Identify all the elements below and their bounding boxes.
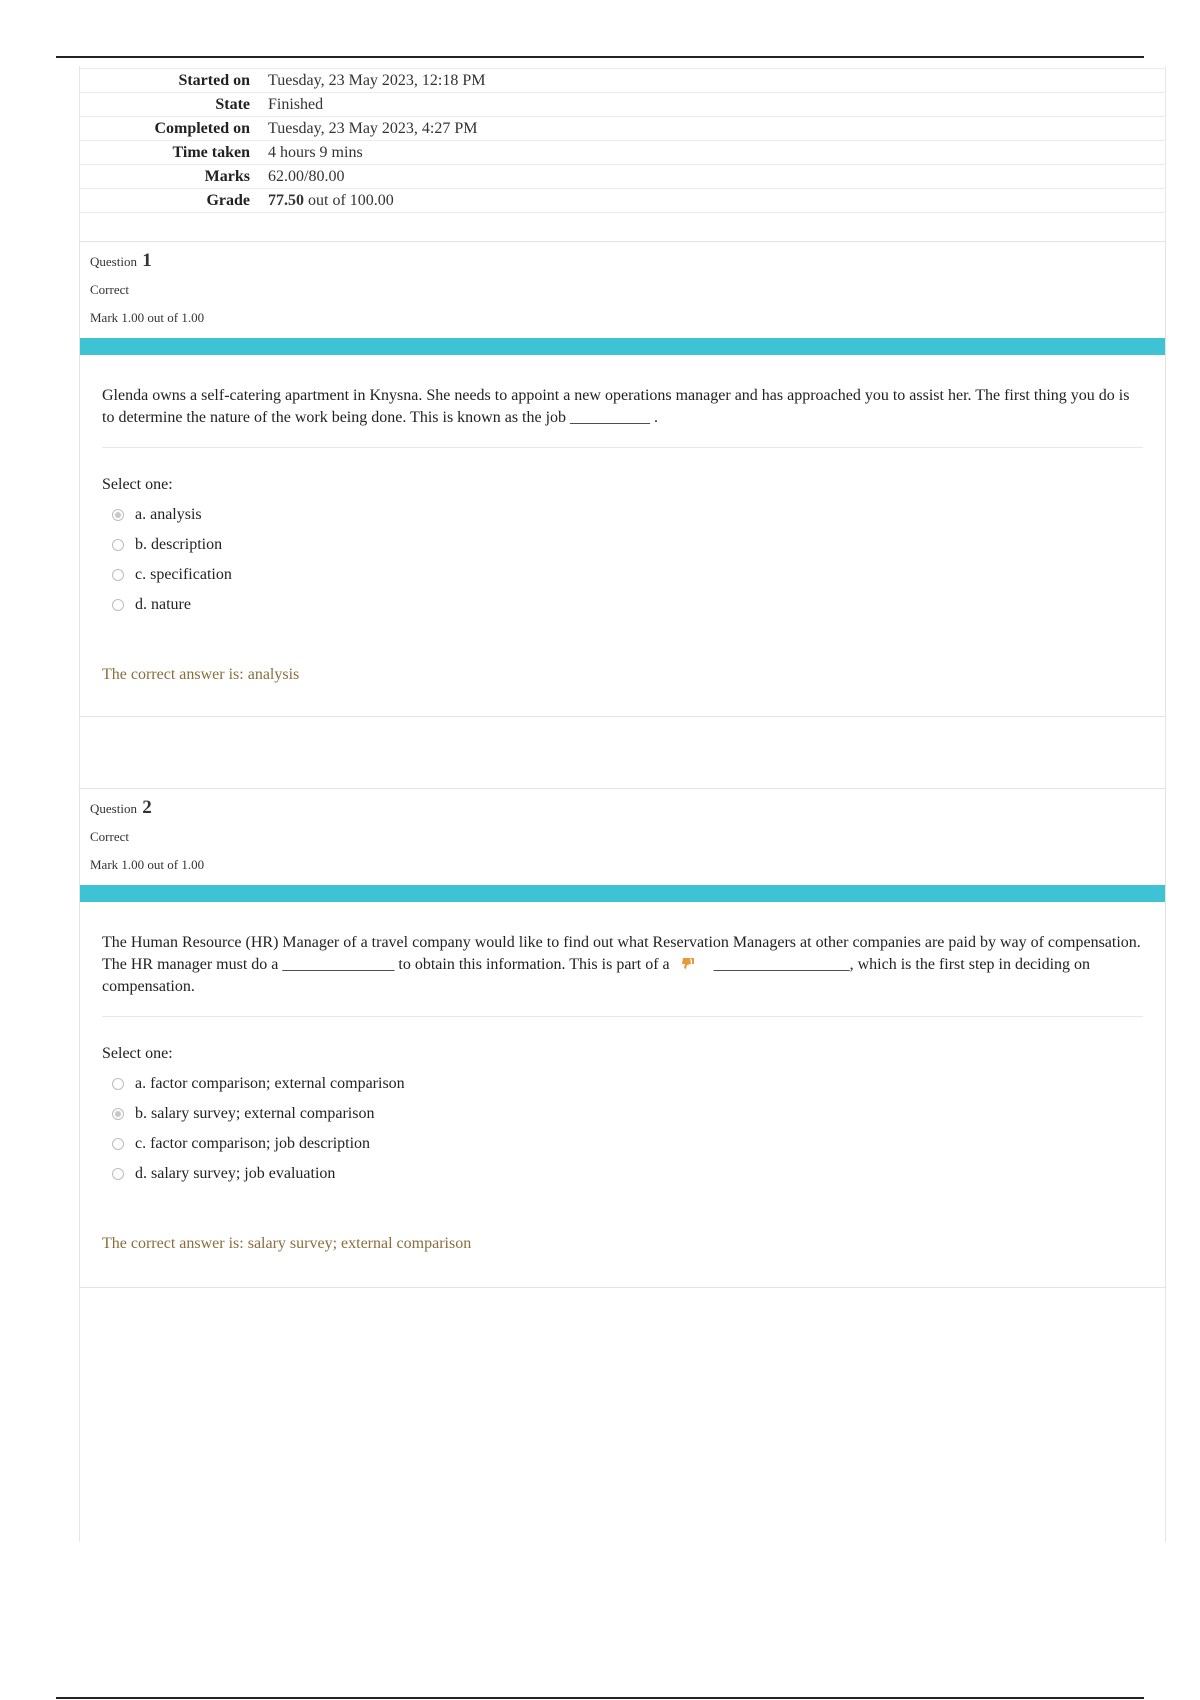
summary-row xyxy=(79,117,1166,141)
question-info xyxy=(80,242,1165,338)
question-mark: Mark 1.00 out of 1.00 xyxy=(90,857,205,872)
grade-value: 77.50 xyxy=(268,191,304,209)
summary-value: Tuesday, 23 May 2023, 12:18 PM xyxy=(268,69,1166,93)
question-text xyxy=(102,932,1143,998)
summary-label: Completed on xyxy=(79,117,268,141)
option-label: c. specification xyxy=(135,566,232,583)
question-bar xyxy=(80,885,1165,902)
question-text: Glenda owns a self-catering apartment in Knysna. She needs to appoint a new operations manager and has approached you to assist her. The first thing you do is to determine the nature of the work being done. This is known as the job __________ . xyxy=(102,387,1130,426)
summary-label: State xyxy=(79,93,268,117)
divider xyxy=(102,1016,1143,1017)
thumbs-down-icon xyxy=(680,955,696,971)
question-bar xyxy=(80,338,1165,355)
option-label: a. factor comparison; external comparison xyxy=(135,1075,405,1092)
summary-label: Started on xyxy=(79,69,268,93)
radio-selected-icon[interactable] xyxy=(112,1108,124,1120)
summary-label: Marks xyxy=(79,165,268,189)
correct-answer: The correct answer is: analysis xyxy=(102,666,300,683)
summary-row xyxy=(79,93,1166,117)
option-label: c. factor comparison; job description xyxy=(135,1135,371,1152)
question-2 xyxy=(79,788,1166,1288)
question-label: Question xyxy=(90,254,137,269)
option-d[interactable] xyxy=(102,1159,1143,1189)
option-label: d. nature xyxy=(135,596,191,613)
summary-row xyxy=(79,165,1166,189)
top-rule xyxy=(56,56,1144,58)
summary-value: 62.00/80.00 xyxy=(268,165,1166,189)
radio-selected-icon[interactable] xyxy=(112,509,124,521)
option-label: b. description xyxy=(135,536,223,553)
question-info xyxy=(80,789,1165,885)
option-b[interactable] xyxy=(102,1099,1143,1129)
summary-value: Tuesday, 23 May 2023, 4:27 PM xyxy=(268,117,1166,141)
radio-icon[interactable] xyxy=(112,599,124,611)
question-number xyxy=(90,250,152,272)
question-state: Correct xyxy=(90,829,129,844)
divider xyxy=(102,447,1143,448)
options-list xyxy=(102,500,1143,620)
question-1 xyxy=(79,241,1166,717)
select-prompt: Select one: xyxy=(102,1045,173,1062)
summary-label: Time taken xyxy=(79,141,268,165)
summary-row-grade xyxy=(79,189,1166,213)
question-number-value: 2 xyxy=(142,797,152,818)
option-label: a. analysis xyxy=(135,506,202,523)
option-b[interactable] xyxy=(102,530,1143,560)
option-label: d. salary survey; job evaluation xyxy=(135,1165,336,1182)
question-number xyxy=(90,797,152,819)
option-d[interactable] xyxy=(102,590,1143,620)
grade-suffix: out of 100.00 xyxy=(308,191,394,209)
question-state: Correct xyxy=(90,282,129,297)
question-number-value: 1 xyxy=(142,250,152,271)
radio-icon[interactable] xyxy=(112,569,124,581)
option-c[interactable] xyxy=(102,560,1143,590)
radio-icon[interactable] xyxy=(112,1168,124,1180)
option-c[interactable] xyxy=(102,1129,1143,1159)
select-prompt: Select one: xyxy=(102,476,173,493)
options-list xyxy=(102,1069,1143,1189)
correct-answer: The correct answer is: salary survey; external comparison xyxy=(102,1235,472,1252)
grade-value-cell xyxy=(268,189,1166,213)
question-content xyxy=(80,385,1165,684)
quiz-summary xyxy=(79,68,1166,213)
radio-icon[interactable] xyxy=(112,1138,124,1150)
summary-row xyxy=(79,69,1166,93)
question-label: Question xyxy=(90,801,137,816)
radio-icon[interactable] xyxy=(112,1078,124,1090)
option-a[interactable] xyxy=(102,500,1143,530)
summary-value: Finished xyxy=(268,93,1166,117)
summary-row xyxy=(79,141,1166,165)
option-a[interactable] xyxy=(102,1069,1143,1099)
option-label: b. salary survey; external comparison xyxy=(135,1105,375,1122)
summary-value: 4 hours 9 mins xyxy=(268,141,1166,165)
bottom-rule xyxy=(56,1697,1144,1699)
summary-table xyxy=(79,68,1166,213)
question-mark: Mark 1.00 out of 1.00 xyxy=(90,310,205,325)
question-content xyxy=(80,932,1165,1253)
question-text-part-2: _________________, which is the first step in deciding on compensation. xyxy=(102,956,1091,995)
question-text-part-1: The Human Resource (HR) Manager of a travel company would like to find out what Reservation Managers at other companies are paid by way of compensation. The HR manager must do a ______________ to obtain this information. This is part of a xyxy=(102,934,1141,973)
grade-label: Grade xyxy=(79,189,268,213)
radio-icon[interactable] xyxy=(112,539,124,551)
